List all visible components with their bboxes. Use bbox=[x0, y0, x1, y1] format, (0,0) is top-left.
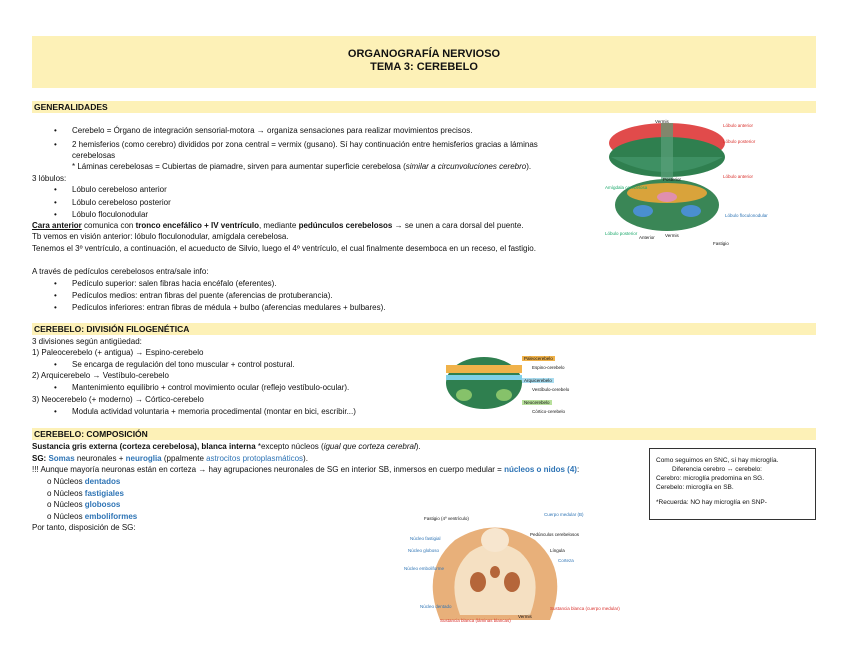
fig1-label: Lóbulo floculonodular bbox=[725, 213, 768, 218]
nucleo-item: o Núcleos dentados bbox=[47, 477, 121, 486]
bullet-cerebelo: • Cerebelo = Órgano de integración sensorial-motora → organiza sensaciones para realizar movimientos precisos. bbox=[72, 125, 472, 136]
cerebellum-illustration bbox=[603, 115, 799, 250]
fig3-label: Vermis bbox=[518, 614, 532, 619]
division-subitem: • Mantenimiento equilibrio + control movimiento ocular (reflejo vestíbulo-ocular). bbox=[72, 382, 349, 393]
fig1-label: Amígdala cerebelosa bbox=[605, 185, 648, 190]
fig3-label: Fastigio (4º ventrículo) bbox=[424, 516, 469, 521]
por-tanto: Por tanto, disposición de SG: bbox=[32, 523, 136, 532]
fig3-label: Núcleo dentado bbox=[420, 604, 452, 609]
laminas-note: * Láminas cerebelosas = Cubiertas de piamadre, sirven para aumentar superficie cerebelosa (similar a circunvoluciones cerebro). bbox=[72, 162, 532, 171]
a-traves: A través de pedículos cerebelosos entra/sale info: bbox=[32, 267, 209, 276]
nucleo-item: o Núcleos globosos bbox=[47, 500, 121, 509]
fig1-label: Lóbulo posterior bbox=[605, 231, 638, 236]
fig3-label: Língula bbox=[550, 548, 565, 553]
microglia-note bbox=[649, 448, 816, 520]
division-illustration bbox=[444, 353, 524, 419]
warn-line: !!! Aunque mayoría neuronas están en corteza → hay agrupaciones neuronales de SG en interior SB, inmersos en cuerpo medular = núcleos o nidos (4): bbox=[32, 465, 580, 474]
division-figure bbox=[444, 353, 612, 419]
division-subitem: • Modula actividad voluntaria + memoria procedimental (montar en bici, escribir...) bbox=[72, 406, 356, 417]
fig1-label: Lóbulo posterior bbox=[723, 139, 756, 144]
division-item: 1) Paleocerebelo (+ antigua) → Espino-cerebelo bbox=[32, 348, 204, 357]
section-composicion: CEREBELO: COMPOSICIÓN bbox=[32, 428, 816, 440]
doc-title: ORGANOGRAFÍA NERVIOSO bbox=[347, 48, 501, 60]
division-item: 3) Neocerebelo (+ moderno) → Córtico-cerebelo bbox=[32, 395, 204, 404]
section-generalidades: GENERALIDADES bbox=[32, 101, 816, 113]
division-subitem: • Se encarga de regulación del tono muscular + control postural. bbox=[72, 359, 295, 370]
fig3-label: Sustancia blanca (láminas blancas) bbox=[440, 618, 511, 623]
pediculo-item: • Pedículos inferiores: entran fibras de médula + bulbo (aferencias medulares + bulbares). bbox=[72, 302, 386, 313]
fig1-label: Posterior bbox=[663, 177, 682, 182]
note-line: Cerebelo: microglía en SB. bbox=[656, 484, 734, 491]
division-intro: 3 divisiones según antigüedad: bbox=[32, 337, 142, 346]
lobulo-item: • Lóbulo cerebeloso anterior bbox=[72, 184, 167, 195]
fig2-label: Espino-cerebelo bbox=[532, 365, 565, 370]
fig1-label: Vermis bbox=[665, 233, 679, 238]
fig1-label: Fastigio bbox=[713, 241, 729, 246]
title-band bbox=[32, 36, 816, 88]
lobulos-intro: 3 lóbulos: bbox=[32, 174, 67, 183]
fig3-label: Núcleo emboliforme bbox=[404, 566, 445, 571]
doc-subtitle: TEMA 3: CEREBELO bbox=[370, 61, 478, 73]
fig1-label: Vermis bbox=[655, 119, 669, 124]
fig3-label: Sustancia blanca (cuerpo medular) bbox=[550, 606, 620, 611]
sustancia-gris: Sustancia gris externa (corteza cerebelosa), blanca interna *excepto núcleos (igual que corteza cerebral). bbox=[32, 442, 421, 451]
note-line: Como seguimos en SNC, sí hay microglía. bbox=[656, 457, 779, 464]
section-division: CEREBELO: DIVISIÓN FILOGENÉTICA bbox=[32, 323, 816, 335]
fig1-label: Lóbulo anterior bbox=[723, 174, 754, 179]
cerebellum-figure bbox=[603, 115, 799, 250]
tenemos: Tenemos el 3º ventrículo, a continuación, el acueducto de Silvio, luego el 4º ventrículo, el cual finalmente desemboca en un receso, el fastigio. bbox=[32, 244, 536, 253]
fig2-label: Córtico-cerebelo bbox=[532, 409, 566, 414]
note-line: Cerebro: microglía predomina en SG. bbox=[656, 475, 765, 482]
pediculo-item: • Pedículo superior: salen fibras hacia encéfalo (eferentes). bbox=[72, 278, 277, 289]
division-item: 2) Arquicerebelo → Vestíbulo-cerebelo bbox=[32, 371, 169, 380]
fig1-label: Lóbulo anterior bbox=[723, 123, 754, 128]
fig2-label: Neocerebelo bbox=[524, 400, 550, 405]
note-line: Diferencia cerebro ↔ cerebelo: bbox=[672, 466, 762, 473]
lobulo-item: • Lóbulo cerebeloso posterior bbox=[72, 197, 171, 208]
section-figure bbox=[400, 510, 620, 630]
sg-line: SG: Somas neuronales + neuroglia (ppalmente astrocitos protoplasmáticos). bbox=[32, 454, 308, 463]
fig3-label: Cuerpo medular (B) bbox=[544, 512, 584, 517]
tb-vemos: Tb vemos en visión anterior: lóbulo floculonodular, amígdala cerebelosa. bbox=[32, 232, 289, 241]
fig2-label: Arquicerebelo bbox=[524, 378, 552, 383]
lobulo-item: • Lóbulo floculonodular bbox=[72, 209, 148, 220]
nucleo-item: o Núcleos fastigiales bbox=[47, 489, 124, 498]
fig3-label: Pedúnculos cerebelosos bbox=[530, 532, 580, 537]
pediculo-item: • Pedículos medios: entran fibras del puente (aferencias de protuberancia). bbox=[72, 290, 333, 301]
note-line: *Recuerda: NO hay microglía en SNP- bbox=[656, 499, 767, 506]
cara-anterior: Cara anterior comunica con tronco encefálico + IV ventrículo, mediante pedúnculos cerebelosos → se unen a cara dorsal del puente. bbox=[32, 221, 524, 230]
bullet-hemisferios-cont: cerebelosas bbox=[72, 151, 116, 160]
fig2-label: Vestíbulo-cerebelo bbox=[532, 387, 570, 392]
nucleo-item: o Núcleos emboliformes bbox=[47, 512, 138, 521]
fig3-label: Corteza bbox=[558, 558, 574, 563]
fig3-label: Núcleo fastigial bbox=[410, 536, 441, 541]
fig2-label: Paleocerebelo bbox=[524, 356, 553, 361]
fig1-label: Anterior bbox=[639, 235, 655, 240]
fig3-label: Núcleo globoso bbox=[408, 548, 440, 553]
bullet-hemisferios: • 2 hemisferios (como cerebro) divididos por zona central = vermix (gusano). Sí hay continuación entre hemisferios gracias a láminas bbox=[72, 139, 538, 150]
